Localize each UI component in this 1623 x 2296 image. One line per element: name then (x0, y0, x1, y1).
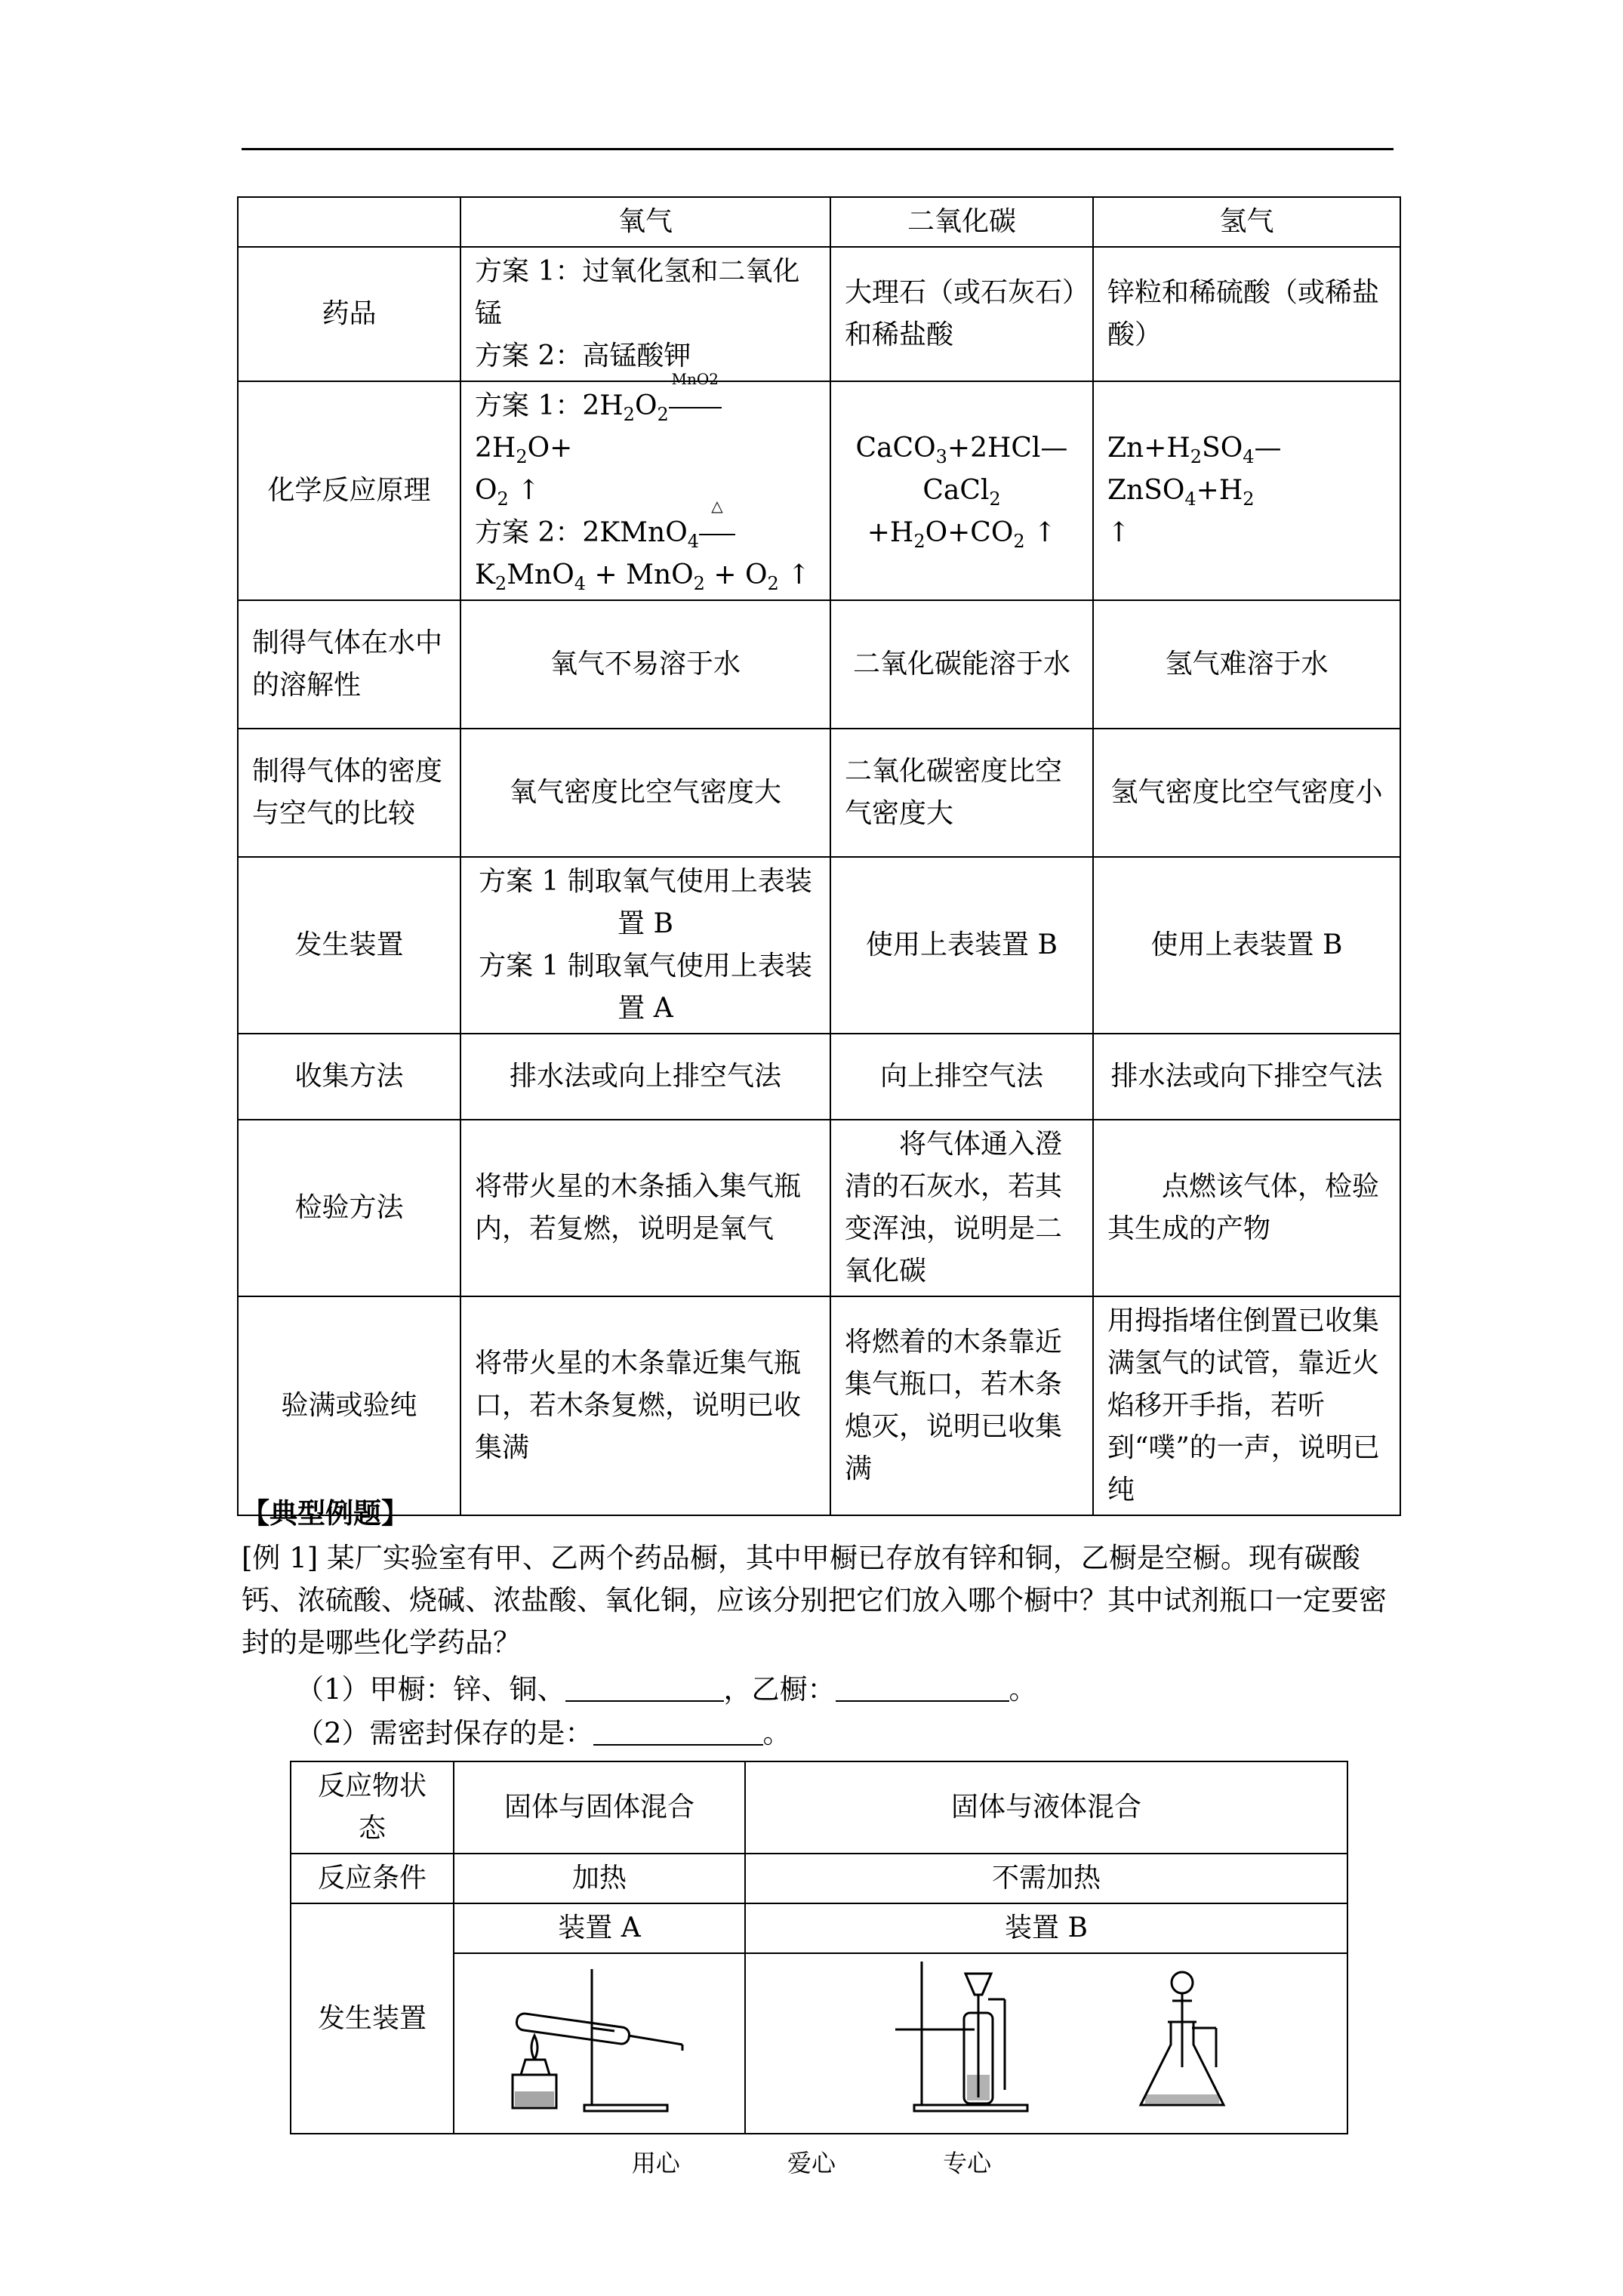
row-label: 化学反应原理 (238, 381, 460, 600)
oxygen-apparatus-2: 方案 1 制取氧气使用上表装置 A (479, 951, 812, 1024)
cell-solid-solid: 固体与固体混合 (454, 1761, 745, 1854)
gas-preparation-table (237, 196, 1401, 1516)
cell-co2: 将气体通入澄清的石灰水，若其变浑浊，说明是二氧化碳 (830, 1120, 1093, 1296)
table-row-apparatus (238, 857, 1400, 1034)
answer-blank[interactable] (565, 1670, 724, 1702)
oxygen-apparatus-1: 方案 1 制取氧气使用上表装置 B (479, 866, 812, 939)
oxygen-plan-2: 方案 2：高锰酸钾 (475, 341, 691, 371)
footer-text: 专心 (943, 2149, 992, 2177)
cell-co2: 使用上表装置 B (830, 857, 1093, 1034)
header-oxygen: 氧气 (460, 197, 830, 247)
question-1: （1）甲橱：锌、铜、 ，乙橱： 。 (296, 1669, 1398, 1711)
page-footer (0, 2144, 1623, 2179)
cell-hydrogen: 锌粒和稀硫酸（或稀盐酸） (1093, 247, 1400, 381)
table-row-collection (238, 1034, 1400, 1120)
question-2: （2）需密封保存的是： 。 (296, 1712, 1398, 1755)
cell-oxygen (460, 857, 830, 1034)
heating-apparatus-illustration (456, 1954, 743, 2120)
table-row-solubility (238, 600, 1400, 729)
apparatus-b-drawing (745, 1953, 1347, 2134)
cell-oxygen (460, 247, 830, 381)
row-label: 发生装置 (238, 857, 460, 1034)
header-empty (238, 197, 460, 247)
cell-hydrogen: 用拇指堵住倒置已收集满氢气的试管，靠近火焰移开手指，若听到“噗”的一声，说明已纯 (1093, 1296, 1400, 1515)
row-label: 反应条件 (291, 1854, 454, 1903)
section-heading: 【典型例题】 (242, 1496, 409, 1530)
apparatus-table (290, 1761, 1348, 2134)
row-label: 药品 (238, 247, 460, 381)
table-row-density (238, 729, 1400, 857)
cell-co2-equation: CaCO$_3$+2HCl— CaCl$_2$ $+H_2O+CO_2$ ↑ (830, 381, 1093, 600)
cell-oxygen: 排水法或向上排空气法 (460, 1034, 830, 1120)
catalyst-condition: MnO2 (669, 385, 722, 427)
cell-oxygen: 氧气不易溶于水 (460, 600, 830, 729)
footer-text: 用心 (631, 2149, 680, 2177)
cell-oxygen: 将带火星的木条靠近集气瓶口，若木条复燃，说明已收集满 (460, 1296, 830, 1515)
table-row-test (238, 1120, 1400, 1296)
cell-co2: 二氧化碳能溶于水 (830, 600, 1093, 729)
answer-blank[interactable] (593, 1714, 763, 1746)
cell-hydrogen: 排水法或向下排空气法 (1093, 1034, 1400, 1120)
cell-solid-liquid: 固体与液体混合 (745, 1761, 1347, 1854)
cell-co2: 二氧化碳密度比空气密度大 (830, 729, 1093, 857)
footer-text: 爱心 (787, 2149, 836, 2177)
table-row-fullness (238, 1296, 1400, 1515)
row-label: 制得气体在水中的溶解性 (238, 600, 460, 729)
header-co2: 二氧化碳 (830, 197, 1093, 247)
row-label: 制得气体的密度与空气的比较 (238, 729, 460, 857)
cell-heating: 加热 (454, 1854, 745, 1903)
no-heating-apparatus-illustration (748, 1954, 1344, 2120)
answer-blank[interactable] (836, 1670, 1009, 1702)
table-row-principle (238, 381, 1400, 600)
row-label: 反应物状态 (291, 1761, 454, 1854)
cell-hydrogen: 氢气难溶于水 (1093, 600, 1400, 729)
table-row (291, 1761, 1347, 1854)
cell-hydrogen: 氢气密度比空气密度小 (1093, 729, 1400, 857)
cell-no-heating: 不需加热 (745, 1854, 1347, 1903)
oxygen-plan-1: 方案 1：过氧化氢和二氧化锰 (475, 256, 800, 329)
apparatus-a-drawing (454, 1953, 745, 2134)
row-label: 发生装置 (291, 1903, 454, 2134)
table-row-drug (238, 247, 1400, 381)
cell-oxygen-equations: 方案 1：$2H_2O_2$ MnO2 $2H_2O+$ $O_2$ ↑ 方案 2：2KMnO$_4$ △ $K_2MnO_4 + MnO_2 + O_2$ ↑ (460, 381, 830, 600)
cell-oxygen: 氧气密度比空气密度大 (460, 729, 830, 857)
apparatus-b-label: 装置 B (745, 1903, 1347, 1953)
cell-co2: 大理石（或石灰石）和稀盐酸 (830, 247, 1093, 381)
table-header-row (238, 197, 1400, 247)
cell-hydrogen: 点燃该气体，检验其生成的产物 (1093, 1120, 1400, 1296)
row-label: 检验方法 (238, 1120, 460, 1296)
row-label: 验满或验纯 (238, 1296, 460, 1515)
example-text: [例 1] 某厂实验室有甲、乙两个药品橱，其中甲橱已存放有锌和铜，乙橱是空橱。现有碳酸钙、浓硫酸、烧碱、浓盐酸、氧化铜，应该分别把它们放入哪个橱中？其中试剂瓶口一定要密封的是哪些化学药品？ (242, 1542, 1387, 1659)
cell-hydrogen: 使用上表装置 B (1093, 857, 1400, 1034)
table-row (291, 1903, 1347, 1953)
cell-co2: 将燃着的木条靠近集气瓶口，若木条熄灭，说明已收集满 (830, 1296, 1093, 1515)
apparatus-a-label: 装置 A (454, 1903, 745, 1953)
cell-hydrogen-equation: $Zn+H_2SO_4—ZnSO_4+H_2$ ↑ (1093, 381, 1400, 600)
heat-condition: △ (699, 512, 735, 554)
header-hydrogen: 氢气 (1093, 197, 1400, 247)
cell-co2: 向上排空气法 (830, 1034, 1093, 1120)
table-row (291, 1854, 1347, 1903)
header-rule (242, 148, 1394, 150)
equation-kmno4: 方案 2：2KMnO$_4$ △ (475, 512, 816, 554)
equation-h2o2: 方案 1：$2H_2O_2$ MnO2 $2H_2O+$ (475, 385, 816, 470)
row-label: 收集方法 (238, 1034, 460, 1120)
cell-oxygen: 将带火星的木条插入集气瓶内，若复燃，说明是氧气 (460, 1120, 830, 1296)
